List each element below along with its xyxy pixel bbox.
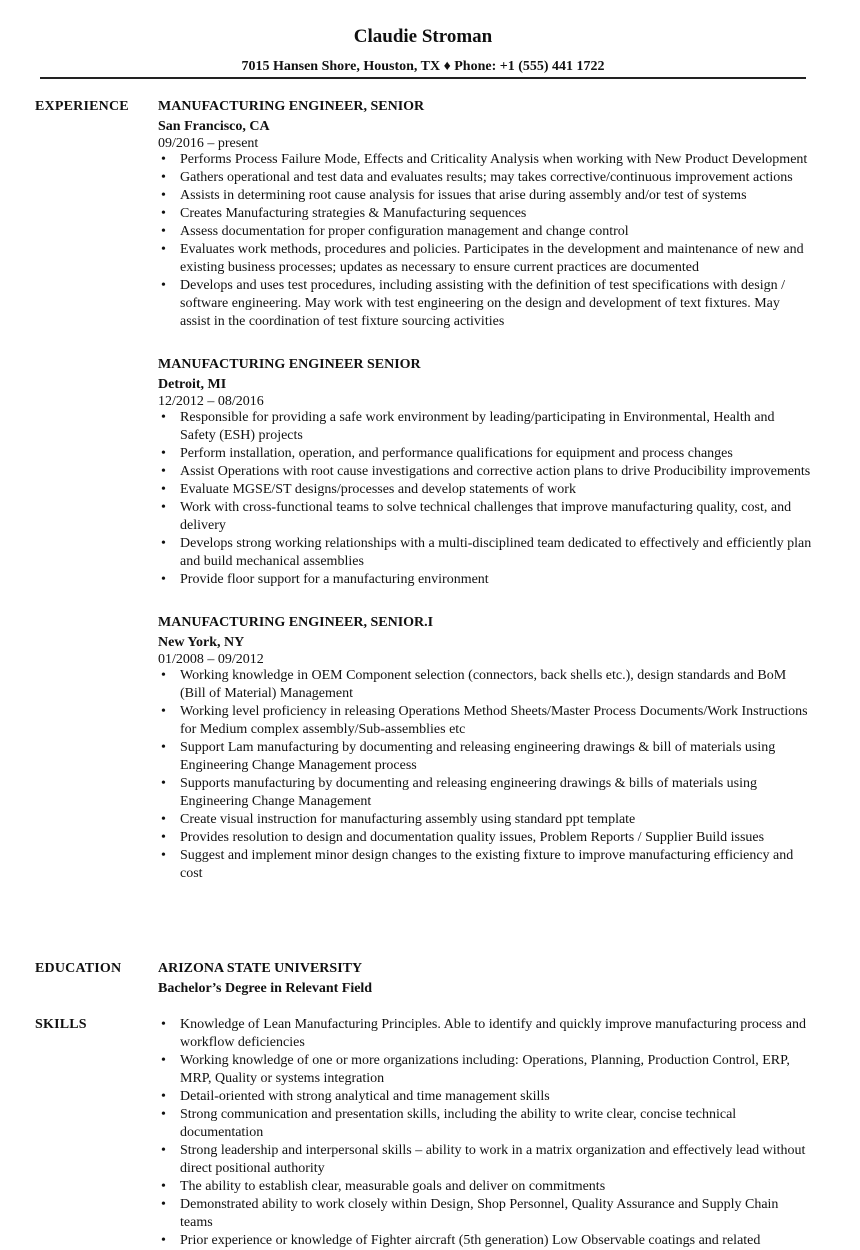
bullet-icon: •: [161, 1017, 166, 1032]
skill-text: Demonstrated ability to work closely within Design, Shop Personnel, Quality Assurance and Supply Chain teams: [180, 1197, 779, 1230]
bullet-item: [158, 151, 813, 169]
bullet-icon: •: [161, 446, 166, 461]
skill-text: The ability to establish clear, measurable goals and deliver on commitments: [180, 1179, 606, 1194]
bullet-icon: •: [161, 188, 166, 203]
bullet-item: [158, 223, 813, 241]
bullet-icon: •: [161, 668, 166, 683]
bullet-text: Create visual instruction for manufacturing assembly using standard ppt template: [180, 812, 636, 827]
bullet-text: Assist Operations with root cause investigations and corrective action plans to drive Producibility improvements: [180, 464, 811, 479]
bullet-item: [158, 571, 813, 589]
bullet-icon: •: [161, 170, 166, 185]
bullet-item: [158, 169, 813, 187]
bullet-icon: •: [161, 740, 166, 755]
job-title: MANUFACTURING ENGINEER, SENIOR.I: [158, 615, 434, 630]
job-title: MANUFACTURING ENGINEER, SENIOR: [158, 99, 425, 114]
skill-text: Knowledge of Lean Manufacturing Principles. Able to identify and quickly improve manufacturing process and workflow deficiencies: [180, 1017, 806, 1050]
bullet-item: [158, 205, 813, 223]
bullet-icon: •: [161, 572, 166, 587]
experience-list: [158, 98, 813, 883]
job-entry: [158, 98, 813, 331]
job-dates: 12/2012 – 08/2016: [158, 394, 264, 409]
education-body: [158, 960, 813, 998]
bullet-item: [158, 535, 813, 571]
bullet-text: Working level proficiency in releasing Operations Method Sheets/Master Process Documents/Work Instructions for Medium complex assembly/Sub-assemblies etc: [180, 704, 808, 737]
section-label-experience: EXPERIENCE: [35, 99, 129, 114]
skill-text: Detail-oriented with strong analytical and time management skills: [180, 1089, 550, 1104]
bullet-item: [158, 847, 813, 883]
bullet-item: [158, 667, 813, 703]
job-bullets: [158, 151, 813, 331]
bullet-item: [158, 829, 813, 847]
bullet-text: Evaluate MGSE/ST designs/processes and develop statements of work: [180, 482, 576, 497]
skills-bullets: [158, 1016, 813, 1250]
skill-item: [158, 1052, 813, 1088]
bullet-icon: •: [161, 776, 166, 791]
bullet-item: [158, 739, 813, 775]
bullet-icon: •: [161, 410, 166, 425]
job-entry: [158, 356, 813, 589]
job-dates: 09/2016 – present: [158, 136, 259, 151]
bullet-text: Develops and uses test procedures, including assisting with the definition of test specifications with design / software engineering. May work with test engineering on the design and development of text fixtures. May assist in the coordination of test fixture sourcing activities: [180, 278, 786, 329]
candidate-name: Claudie Stroman: [353, 26, 493, 47]
bullet-icon: •: [161, 206, 166, 221]
skill-text: Prior experience or knowledge of Fighter aircraft (5th generation) Low Observable coatings and related: [180, 1233, 761, 1248]
job-entry: [158, 614, 813, 883]
bullet-icon: •: [161, 1197, 166, 1212]
bullet-text: Work with cross-functional teams to solve technical challenges that improve manufacturing quality, cost, and delivery: [180, 500, 792, 533]
bullet-text: Develops strong working relationships with a multi-disciplined team dedicated to effectively and efficiently plan and build mechanical assemblies: [180, 536, 812, 569]
bullet-icon: •: [161, 224, 166, 239]
skill-text: Working knowledge of one or more organizations including: Operations, Planning, Production Control, ERP, MRP, Quality or systems integration: [180, 1053, 790, 1086]
skill-item: [158, 1016, 813, 1052]
bullet-icon: •: [161, 242, 166, 257]
bullet-text: Provide floor support for a manufacturing environment: [180, 572, 489, 587]
bullet-icon: •: [161, 830, 166, 845]
bullet-item: [158, 409, 813, 445]
header-divider: [40, 77, 806, 79]
bullet-text: Working knowledge in OEM Component selection (connectors, back shells etc.), design standards and BoM (Bill of Material) Management: [180, 668, 787, 701]
skill-item: [158, 1106, 813, 1142]
job-location: Detroit, MI: [158, 377, 227, 392]
job-bullets: [158, 667, 813, 883]
skill-item: [158, 1142, 813, 1178]
section-label-education: EDUCATION: [35, 961, 122, 976]
bullet-text: Creates Manufacturing strategies & Manufacturing sequences: [180, 206, 527, 221]
bullet-icon: •: [161, 1053, 166, 1068]
bullet-item: [158, 775, 813, 811]
bullet-icon: •: [161, 1107, 166, 1122]
bullet-text: Evaluates work methods, procedures and policies. Participates in the development and maintenance of new and existing business processes; updates as necessary to ensure current practices are documented: [180, 242, 804, 275]
bullet-item: [158, 187, 813, 205]
bullet-text: Support Lam manufacturing by documenting and releasing engineering drawings & bill of materials using Engineering Change Management process: [180, 740, 776, 773]
skill-text: Strong leadership and interpersonal skills – ability to work in a matrix organization and effectively lead without direct positional authority: [180, 1143, 806, 1176]
degree-name: Bachelor’s Degree in Relevant Field: [158, 981, 373, 996]
skill-item: [158, 1232, 813, 1250]
bullet-icon: •: [161, 1179, 166, 1194]
bullet-icon: •: [161, 812, 166, 827]
section-label-skills: SKILLS: [35, 1017, 87, 1032]
bullet-icon: •: [161, 464, 166, 479]
bullet-item: [158, 277, 813, 331]
bullet-item: [158, 499, 813, 535]
skills-body: [158, 1016, 813, 1250]
job-location: San Francisco, CA: [158, 119, 270, 134]
bullet-text: Assess documentation for proper configuration management and change control: [180, 224, 629, 239]
bullet-item: [158, 703, 813, 739]
job-bullets: [158, 409, 813, 589]
bullet-text: Responsible for providing a safe work environment by leading/participating in Environmental, Health and Safety (ESH) projects: [180, 410, 775, 443]
skill-item: [158, 1196, 813, 1232]
bullet-item: [158, 241, 813, 277]
bullet-text: Assists in determining root cause analysis for issues that arise during assembly and/or test of systems: [180, 188, 747, 203]
bullet-icon: •: [161, 152, 166, 167]
skill-item: [158, 1088, 813, 1106]
skill-item: [158, 1178, 813, 1196]
bullet-icon: •: [161, 1233, 166, 1248]
bullet-text: Provides resolution to design and documentation quality issues, Problem Reports / Supplier Build issues: [180, 830, 765, 845]
bullet-text: Performs Process Failure Mode, Effects and Criticality Analysis when working with New Product Development: [180, 152, 808, 167]
bullet-item: [158, 811, 813, 829]
skill-text: Strong communication and presentation skills, including the ability to write clear, concise technical documentation: [180, 1107, 737, 1140]
bullet-text: Suggest and implement minor design changes to the existing fixture to improve manufacturing efficiency and cost: [180, 848, 794, 881]
bullet-icon: •: [161, 704, 166, 719]
bullet-item: [158, 445, 813, 463]
bullet-icon: •: [161, 848, 166, 863]
bullet-icon: •: [161, 536, 166, 551]
school-name: ARIZONA STATE UNIVERSITY: [158, 961, 363, 976]
bullet-icon: •: [161, 1089, 166, 1104]
bullet-item: [158, 463, 813, 481]
contact-line: 7015 Hansen Shore, Houston, TX ♦ Phone: +1 (555) 441 1722: [241, 59, 605, 74]
bullet-icon: •: [161, 482, 166, 497]
bullet-icon: •: [161, 1143, 166, 1158]
bullet-icon: •: [161, 500, 166, 515]
bullet-text: Perform installation, operation, and performance qualifications for equipment and process changes: [180, 446, 733, 461]
job-dates: 01/2008 – 09/2012: [158, 652, 264, 667]
bullet-text: Supports manufacturing by documenting and releasing engineering drawings & bills of materials using Engineering Change Management: [180, 776, 757, 809]
bullet-text: Gathers operational and test data and evaluates results; may takes corrective/continuous improvement actions: [180, 170, 793, 185]
bullet-item: [158, 481, 813, 499]
bullet-icon: •: [161, 278, 166, 293]
job-location: New York, NY: [158, 635, 245, 650]
job-title: MANUFACTURING ENGINEER SENIOR: [158, 357, 421, 372]
